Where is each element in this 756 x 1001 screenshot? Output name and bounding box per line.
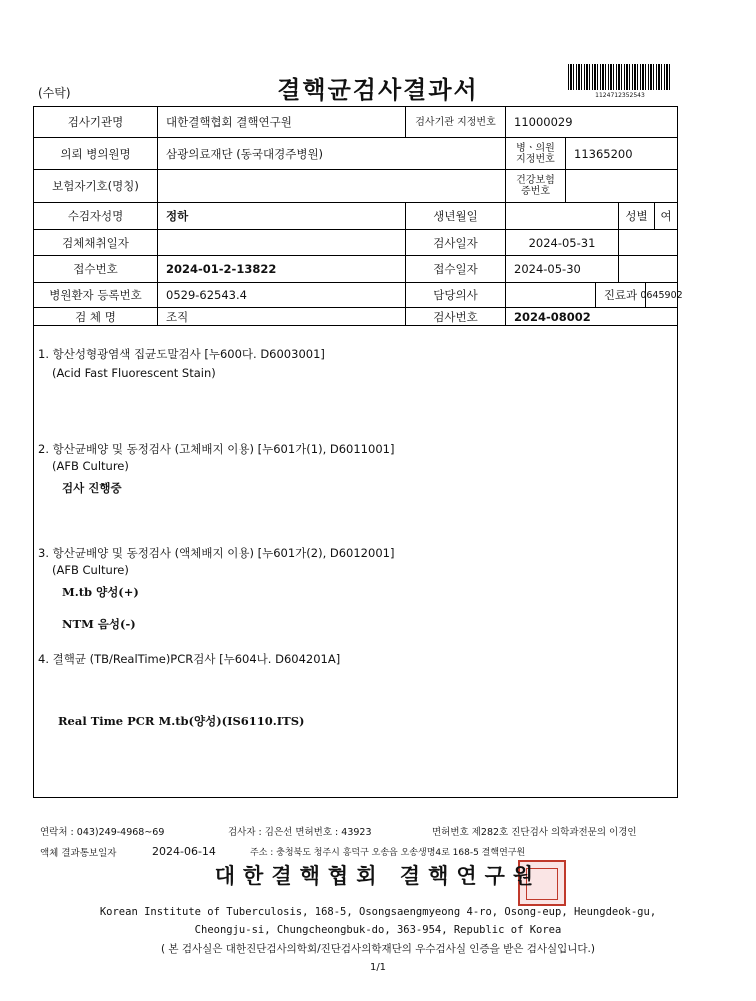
org-address-en-1: Korean Institute of Tuberculosis, 168-5, Osongsaengmyeong 4-ro, Osong-eup, Heungdeok-gu,	[99, 906, 657, 918]
value-doctor	[506, 283, 596, 308]
value-test-no: 2024-08002	[514, 309, 591, 324]
test-2-result: 검사 진행중	[62, 481, 122, 495]
label-department: 진료과	[596, 283, 646, 308]
label-receipt-date: 접수일자	[406, 256, 506, 283]
label-birth-date: 생년월일	[406, 203, 506, 230]
value-patient-reg-no: 0529-62543.4	[158, 283, 406, 308]
examiner: 검사자 : 김은선 면허번호 : 43923	[228, 827, 372, 838]
value-patient-name: 정하	[158, 203, 406, 230]
report-date: 2024-06-14	[152, 845, 216, 858]
value-receipt-no: 2024-01-2-13822	[158, 256, 406, 283]
page-label: (수탁)	[38, 86, 71, 100]
empty-cell	[619, 230, 677, 256]
value-birth-date	[506, 203, 619, 230]
label-test-date: 검사일자	[406, 230, 506, 256]
label-hospital: 의뢰 병의원명	[34, 138, 158, 170]
test-3-result-mtb: M.tb 양성(+)	[62, 585, 139, 599]
value-hospital: 삼광의료재단 (동국대경주병원)	[158, 138, 506, 170]
test-3-result-ntm: NTM 음성(-)	[62, 617, 136, 631]
test-3-title: 3. 항산균배양 및 동정검사 (액체배지 이용) [누601가(2), D6012001]	[38, 546, 395, 560]
value-department: 0645902	[646, 283, 677, 308]
label-lab-name: 검사기관명	[34, 107, 158, 138]
certification-note: ( 본 검사실은 대한진단검사의학회/진단검사의학재단의 우수검사실 인증을 받은 검사실입니다.)	[160, 943, 595, 955]
empty-cell	[619, 256, 677, 283]
test-3-subtitle: (AFB Culture)	[52, 563, 129, 577]
value-receipt-date: 2024-05-30	[506, 256, 619, 283]
value-lab-code: 11000029	[506, 107, 677, 138]
barcode	[568, 64, 672, 90]
label-collection-date: 검체채취일자	[34, 230, 158, 256]
label-sex: 성별	[619, 203, 655, 230]
contact: 연락처 : 043)249-4968~69	[40, 827, 165, 838]
org-address-en-2: Cheongju-si, Chungcheongbuk-do, 363-954, Republic of Korea	[194, 924, 562, 936]
label-insurance-no: 건강보험 증번호	[506, 170, 566, 203]
info-table	[33, 106, 683, 326]
label-specimen: 검 체 명	[34, 308, 158, 325]
value-collection-date	[158, 230, 406, 256]
value-insurer	[158, 170, 506, 203]
test-1-subtitle: (Acid Fast Fluorescent Stain)	[52, 366, 216, 380]
value-sex: 여	[655, 203, 677, 230]
label-receipt-no: 접수번호	[34, 256, 158, 283]
test-4-title: 4. 결핵균 (TB/RealTime)PCR검사 [누604나. D604201A]	[38, 652, 341, 666]
label-insurer: 보험자기호(명칭)	[34, 170, 158, 203]
label-hospital-code: 병ㆍ의원 지정번호	[506, 138, 566, 170]
test-2-subtitle: (AFB Culture)	[52, 459, 129, 473]
page-title: 결핵균검사결과서	[277, 75, 479, 104]
label-doctor: 담당의사	[406, 283, 506, 308]
organization-name: 대한결핵협회 결핵연구원	[214, 863, 542, 888]
label-test-no: 검사번호	[406, 308, 506, 325]
label-patient-reg-no: 병원환자 등록번호	[34, 283, 158, 308]
test-2-title: 2. 항산균배양 및 동정검사 (고체배지 이용) [누601가(1), D6011001]	[38, 442, 395, 456]
value-insurance-no	[566, 170, 677, 203]
value-test-date: 2024-05-31	[506, 230, 619, 256]
page-number: 1/1	[369, 962, 387, 973]
report-date-label: 액체 결과통보일자	[40, 848, 117, 859]
label-patient-name: 수검자성명	[34, 203, 158, 230]
address: 주소 : 충청북도 청주시 흥덕구 오송읍 오송생명4로 168-5 결핵연구원	[250, 848, 526, 858]
label-lab-code: 검사기관 지정번호	[406, 107, 506, 138]
supervising-doctor: 면허번호 제282호 진단검사 의학과전문의 이경인	[432, 827, 637, 838]
test-1-title: 1. 항산성형광염색 집균도말검사 [누600다. D6003001]	[38, 347, 325, 361]
test-4-result: Real Time PCR M.tb(양성)(IS6110.ITS)	[58, 714, 305, 728]
value-lab-name: 대한결핵협회 결핵연구원	[158, 107, 406, 138]
barcode-number: 1124712352543	[595, 92, 645, 99]
value-hospital-code: 11365200	[566, 138, 677, 170]
results-box	[33, 326, 678, 798]
value-specimen: 조직	[158, 308, 406, 325]
